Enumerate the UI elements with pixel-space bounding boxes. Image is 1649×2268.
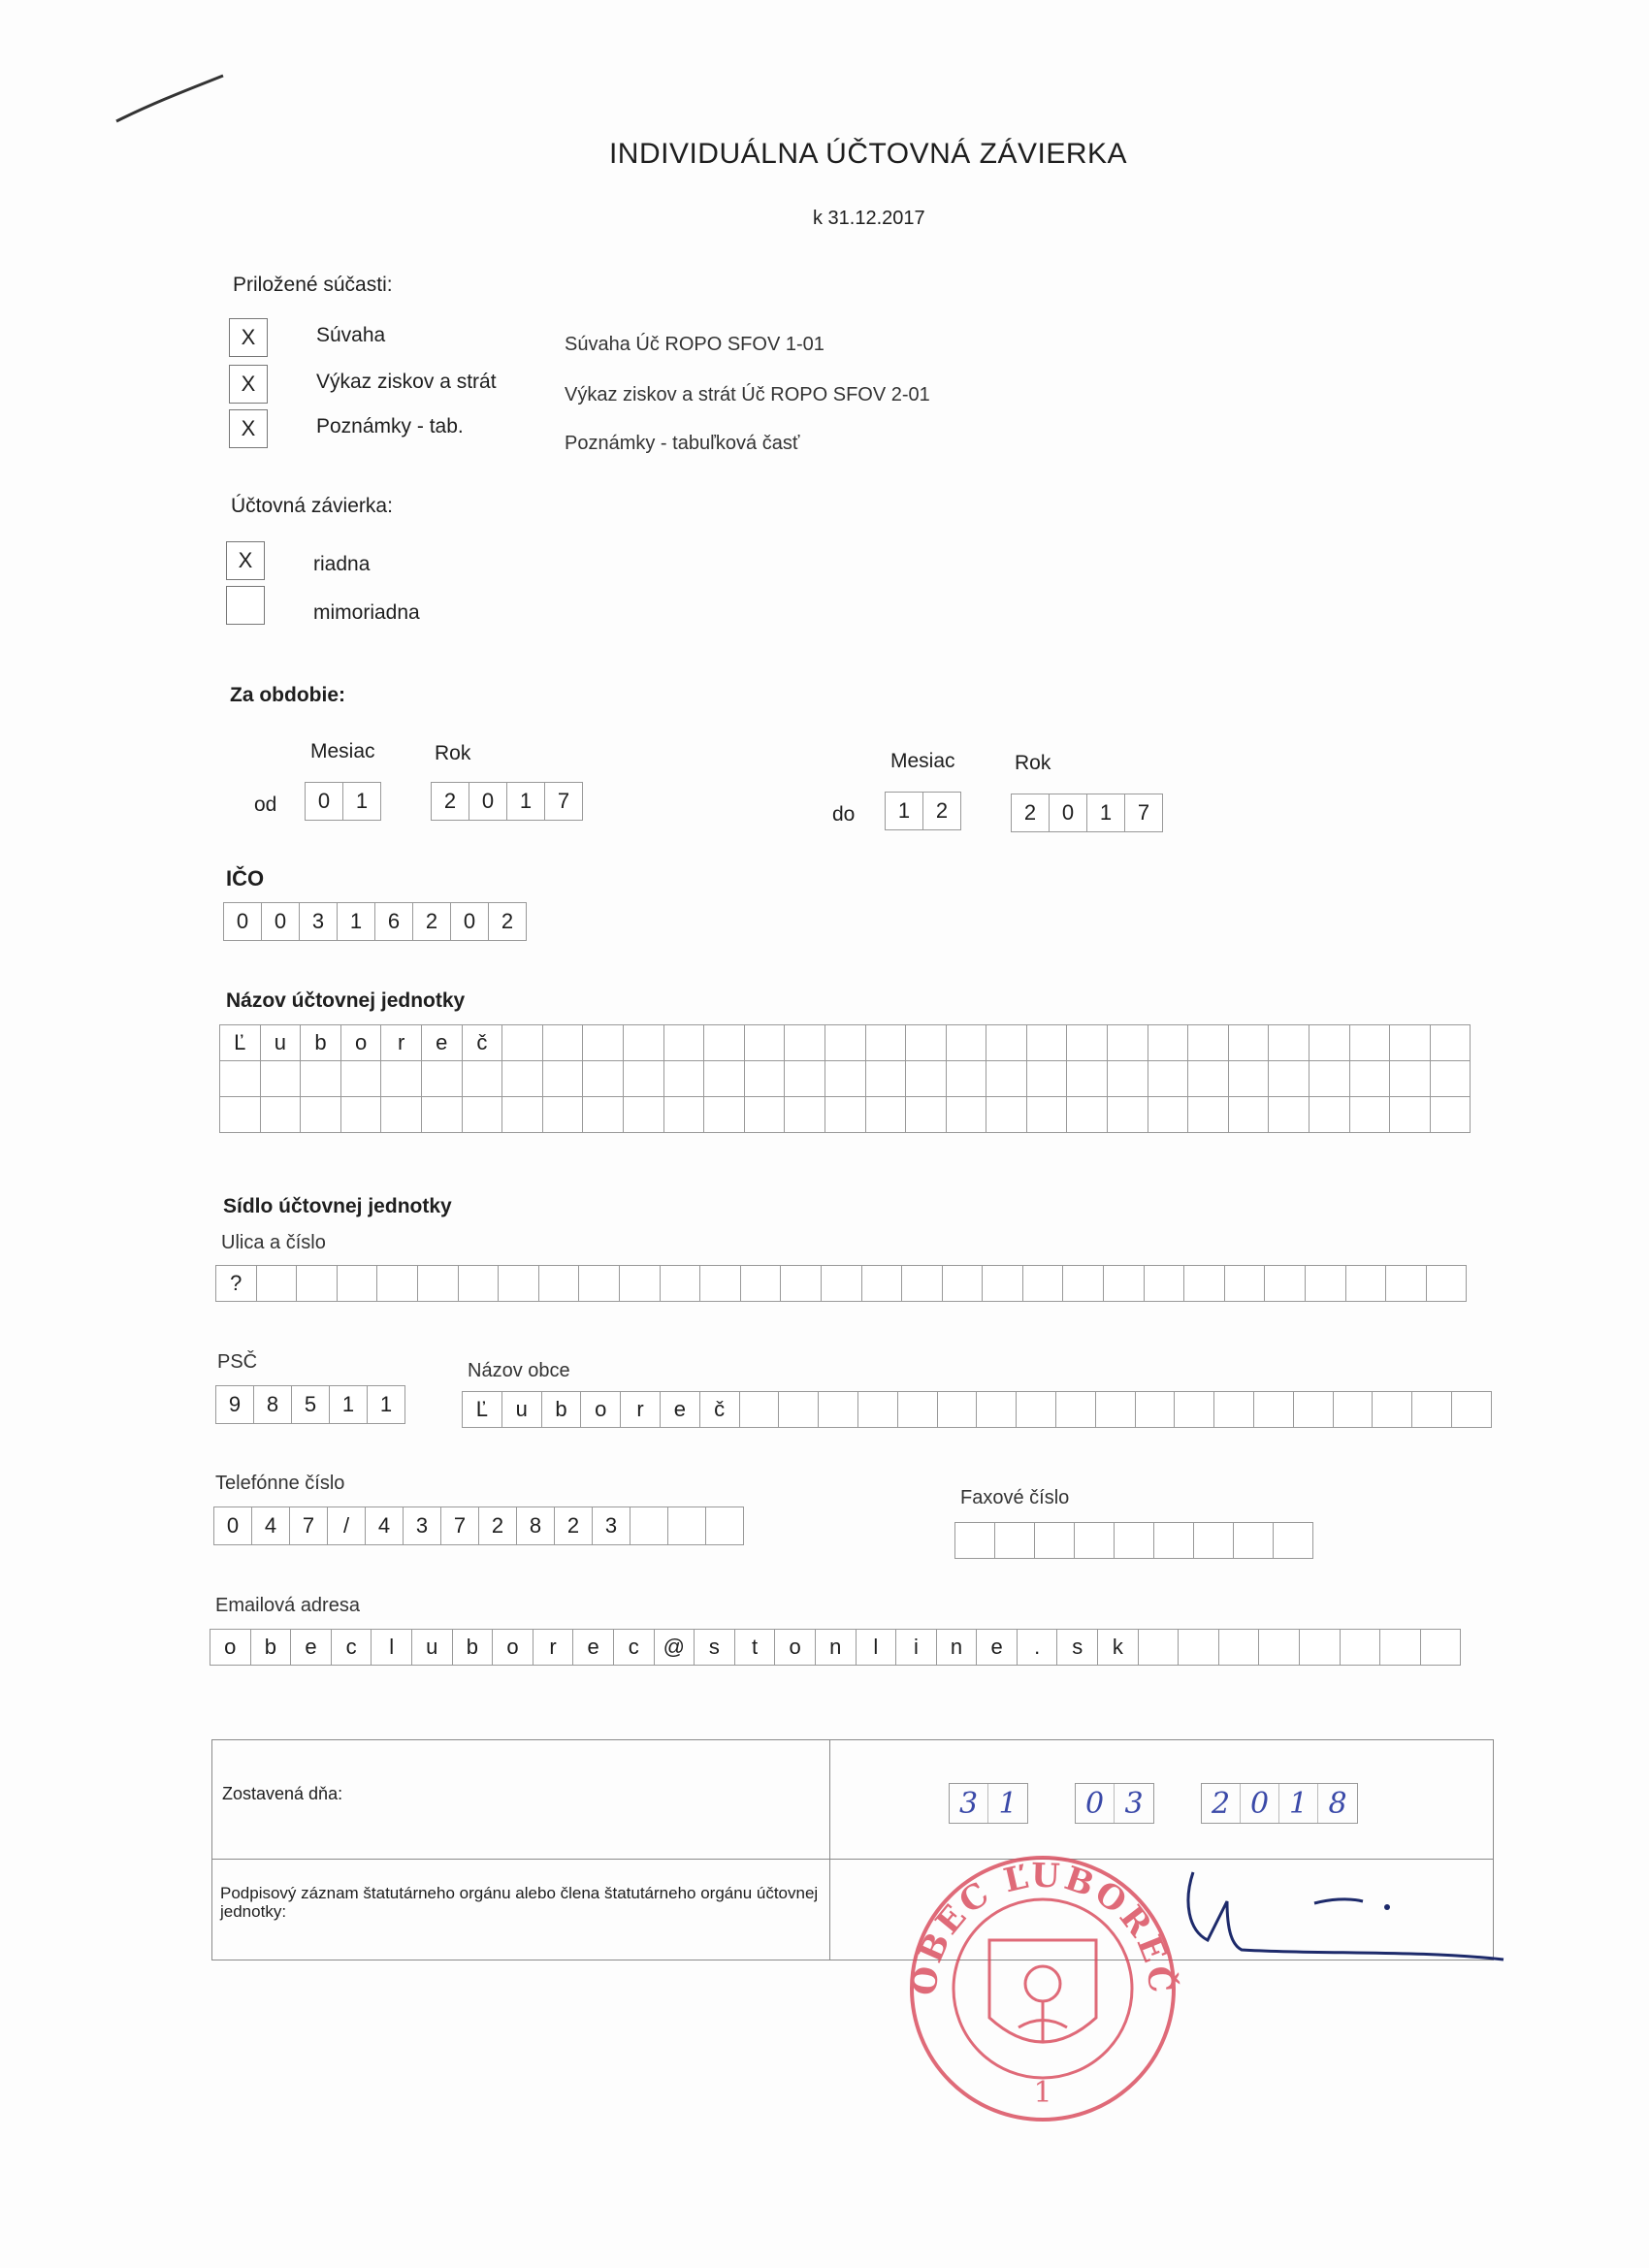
entity-name-field[interactable] <box>219 1025 1471 1133</box>
char-cell <box>1430 1024 1471 1061</box>
from-year-label: Rok <box>435 742 471 764</box>
char-cell: o <box>210 1629 251 1666</box>
grid-row <box>219 1061 1471 1097</box>
char-cell <box>462 1096 503 1133</box>
attachment-checkbox[interactable]: X <box>229 365 268 404</box>
char-cell <box>1426 1265 1468 1302</box>
char-cell <box>1389 1096 1431 1133</box>
char-cell <box>994 1522 1035 1559</box>
handwritten-digit: 1 <box>998 1786 1018 1821</box>
attachment-name: Poznámky - tab. <box>316 415 464 437</box>
svg-text:1: 1 <box>1033 2076 1052 2110</box>
grid-row <box>215 1266 1467 1302</box>
char-cell <box>582 1024 624 1061</box>
char-cell <box>744 1096 786 1133</box>
char-cell <box>501 1060 543 1097</box>
char-cell <box>946 1024 987 1061</box>
char-cell: ? <box>215 1265 257 1302</box>
char-cell <box>1135 1391 1176 1428</box>
char-cell <box>623 1060 664 1097</box>
char-cell <box>865 1060 907 1097</box>
to-month-field[interactable] <box>885 792 961 830</box>
char-cell <box>1299 1629 1341 1666</box>
email-label: Emailová adresa <box>215 1595 360 1616</box>
attachment-name: Výkaz ziskov a strát <box>316 371 497 393</box>
char-cell <box>1345 1265 1387 1302</box>
to-year-label: Rok <box>1015 752 1051 774</box>
char-cell <box>1183 1265 1225 1302</box>
char-cell <box>1095 1391 1136 1428</box>
char-cell <box>1103 1265 1145 1302</box>
compiled-day-field[interactable] <box>949 1783 1028 1824</box>
char-cell <box>905 1024 947 1061</box>
char-cell <box>1174 1391 1214 1428</box>
char-cell <box>260 1060 302 1097</box>
char-cell <box>857 1391 898 1428</box>
digit-cell: 1 <box>342 782 381 821</box>
attachment-checkbox[interactable]: X <box>229 318 268 357</box>
town-field[interactable] <box>462 1392 1492 1428</box>
digit-cell <box>705 1507 744 1545</box>
char-cell <box>986 1024 1027 1061</box>
pen-mark <box>107 68 233 126</box>
char-cell: l <box>856 1629 897 1666</box>
char-cell <box>1420 1629 1462 1666</box>
address-label: Sídlo účtovnej jednotky <box>223 1195 452 1217</box>
char-cell <box>501 1024 543 1061</box>
attachment-description: Súvaha Úč ROPO SFOV 1-01 <box>565 334 824 355</box>
handwritten-digit: 0 <box>1076 1784 1115 1823</box>
char-cell: u <box>501 1391 542 1428</box>
char-cell <box>498 1265 539 1302</box>
digit-cell <box>630 1507 668 1545</box>
digit-cell: 2 <box>478 1507 517 1545</box>
char-cell <box>1273 1522 1313 1559</box>
char-cell <box>663 1024 705 1061</box>
char-cell <box>663 1060 705 1097</box>
char-cell: o <box>340 1024 382 1061</box>
char-cell <box>1372 1391 1412 1428</box>
char-cell: k <box>1097 1629 1139 1666</box>
char-cell <box>380 1060 422 1097</box>
digit-cell: 4 <box>365 1507 404 1545</box>
fax-field[interactable] <box>954 1523 1313 1559</box>
char-cell <box>1411 1391 1452 1428</box>
digit-cell: / <box>327 1507 366 1545</box>
char-cell <box>623 1024 664 1061</box>
char-cell: o <box>580 1391 621 1428</box>
char-cell <box>780 1265 822 1302</box>
psc-label: PSČ <box>217 1351 258 1373</box>
char-cell: i <box>895 1629 937 1666</box>
char-cell <box>703 1024 745 1061</box>
digit-cell: 1 <box>337 902 375 941</box>
digit-cell: 0 <box>305 782 343 821</box>
digit-cell: 7 <box>1124 794 1163 832</box>
char-cell <box>1228 1060 1270 1097</box>
char-cell: c <box>331 1629 372 1666</box>
char-cell <box>824 1024 866 1061</box>
char-cell <box>1389 1060 1431 1097</box>
char-cell <box>219 1096 261 1133</box>
char-cell <box>824 1096 866 1133</box>
char-cell <box>1016 1391 1056 1428</box>
digit-cell: 1 <box>885 792 923 830</box>
digit-cell: 2 <box>554 1507 593 1545</box>
char-cell <box>1253 1391 1294 1428</box>
char-cell <box>986 1060 1027 1097</box>
char-cell <box>1224 1265 1266 1302</box>
digit-cell: 2 <box>412 902 451 941</box>
grid-row <box>210 1630 1461 1666</box>
char-cell <box>1293 1391 1334 1428</box>
char-cell: e <box>660 1391 700 1428</box>
compiled-year-field[interactable] <box>1201 1783 1358 1824</box>
char-cell <box>1349 1024 1391 1061</box>
email-field[interactable] <box>210 1630 1461 1666</box>
char-cell <box>703 1096 745 1133</box>
char-cell <box>1066 1024 1108 1061</box>
char-cell <box>1305 1265 1346 1302</box>
handwritten-digit: 8 <box>1328 1786 1347 1821</box>
char-cell <box>1228 1024 1270 1061</box>
char-cell <box>784 1060 825 1097</box>
char-cell <box>901 1265 943 1302</box>
char-cell <box>946 1060 987 1097</box>
phone-label: Telefónne číslo <box>215 1473 345 1494</box>
char-cell <box>861 1265 903 1302</box>
grid-row <box>219 1025 1471 1061</box>
street-field[interactable] <box>215 1266 1467 1302</box>
char-cell <box>1138 1629 1180 1666</box>
page-title: INDIVIDUÁLNA ÚČTOVNÁ ZÁVIERKA <box>608 138 1128 170</box>
char-cell <box>421 1096 463 1133</box>
char-cell <box>1268 1024 1310 1061</box>
char-cell <box>623 1096 664 1133</box>
closing-option-label: mimoriadna <box>313 601 420 624</box>
from-label: od <box>254 794 277 816</box>
char-cell <box>462 1060 503 1097</box>
char-cell: c <box>613 1629 655 1666</box>
char-cell <box>1074 1522 1115 1559</box>
char-cell: b <box>452 1629 494 1666</box>
period-label: Za obdobie: <box>230 684 345 706</box>
char-cell <box>256 1265 298 1302</box>
char-cell <box>865 1096 907 1133</box>
char-cell <box>337 1265 378 1302</box>
char-cell <box>1430 1060 1471 1097</box>
char-cell <box>905 1096 947 1133</box>
char-cell <box>1114 1522 1154 1559</box>
char-cell: u <box>260 1024 302 1061</box>
digit-cell: 1 <box>329 1385 368 1424</box>
char-cell <box>1430 1096 1471 1133</box>
closing-label: Účtovná závierka: <box>231 495 393 517</box>
char-cell <box>300 1060 341 1097</box>
char-cell <box>1178 1629 1219 1666</box>
char-cell <box>340 1060 382 1097</box>
to-year-field[interactable] <box>1011 794 1163 832</box>
digit-cell: 0 <box>223 902 262 941</box>
char-cell <box>1258 1629 1300 1666</box>
street-label: Ulica a číslo <box>221 1232 326 1253</box>
attachment-description: Poznámky - tabuľková časť <box>565 433 800 454</box>
digit-cell: 9 <box>215 1385 254 1424</box>
grid-row <box>219 1097 1471 1133</box>
char-cell <box>1148 1024 1189 1061</box>
char-cell: č <box>699 1391 740 1428</box>
char-cell <box>1148 1096 1189 1133</box>
char-cell <box>778 1391 819 1428</box>
char-cell <box>1268 1060 1310 1097</box>
digit-cell: 0 <box>261 902 300 941</box>
digit-cell: 2 <box>431 782 469 821</box>
char-cell <box>538 1265 580 1302</box>
from-month-label: Mesiac <box>310 740 375 762</box>
digit-cell: 0 <box>450 902 489 941</box>
char-cell <box>1153 1522 1194 1559</box>
char-cell <box>619 1265 661 1302</box>
handwritten-digit: 1 <box>1279 1784 1318 1823</box>
statutory-label: Podpisový záznam štatutárneho orgánu alebo člena štatutárneho orgánu účtovnej jednotky: <box>220 1884 819 1921</box>
char-cell <box>663 1096 705 1133</box>
char-cell: Ľ <box>219 1024 261 1061</box>
ico-label: IČO <box>226 866 265 891</box>
char-cell <box>1193 1522 1234 1559</box>
char-cell: r <box>380 1024 422 1061</box>
digit-cell: 2 <box>922 792 961 830</box>
char-cell <box>1055 1391 1096 1428</box>
char-cell <box>300 1096 341 1133</box>
char-cell <box>260 1096 302 1133</box>
char-cell <box>1213 1391 1254 1428</box>
char-cell <box>1228 1096 1270 1133</box>
char-cell <box>1026 1024 1068 1061</box>
handwritten-signature <box>1183 1863 1513 1979</box>
char-cell <box>1385 1265 1427 1302</box>
char-cell <box>937 1391 978 1428</box>
char-cell <box>982 1265 1023 1302</box>
from-year-field[interactable] <box>431 782 583 821</box>
char-cell: s <box>694 1629 735 1666</box>
to-label: do <box>832 803 856 826</box>
digit-cell: 0 <box>213 1507 252 1545</box>
digit-cell: 8 <box>516 1507 555 1545</box>
char-cell: o <box>774 1629 816 1666</box>
digit-cell: 6 <box>374 902 413 941</box>
char-cell: e <box>290 1629 332 1666</box>
char-cell <box>542 1060 584 1097</box>
ico-field[interactable] <box>223 902 527 941</box>
char-cell: Ľ <box>462 1391 502 1428</box>
fax-label: Faxové číslo <box>960 1487 1070 1508</box>
closing-checkbox[interactable]: X <box>226 541 265 580</box>
char-cell <box>296 1265 338 1302</box>
digit-cell: 7 <box>289 1507 328 1545</box>
char-cell <box>1034 1522 1075 1559</box>
char-cell <box>821 1265 862 1302</box>
char-cell <box>1389 1024 1431 1061</box>
char-cell <box>1349 1096 1391 1133</box>
char-cell <box>582 1096 624 1133</box>
char-cell: e <box>572 1629 614 1666</box>
char-cell <box>1187 1096 1229 1133</box>
char-cell: e <box>421 1024 463 1061</box>
char-cell: l <box>371 1629 412 1666</box>
char-cell <box>340 1096 382 1133</box>
psc-field[interactable] <box>215 1385 405 1424</box>
char-cell <box>699 1265 741 1302</box>
char-cell <box>744 1024 786 1061</box>
char-cell: t <box>734 1629 776 1666</box>
digit-cell: 2 <box>1011 794 1050 832</box>
char-cell <box>1187 1024 1229 1061</box>
char-cell <box>954 1522 995 1559</box>
handwritten-digit: 3 <box>1124 1786 1144 1821</box>
char-cell <box>1066 1096 1108 1133</box>
digit-cell: 7 <box>440 1507 479 1545</box>
closing-option-label: riadna <box>313 553 371 575</box>
char-cell <box>976 1391 1017 1428</box>
digit-cell: 8 <box>253 1385 292 1424</box>
digit-cell: 1 <box>506 782 545 821</box>
grid-row <box>462 1392 1492 1428</box>
town-label: Názov obce <box>468 1360 570 1381</box>
char-cell <box>897 1391 938 1428</box>
closing-checkbox[interactable] <box>226 586 265 625</box>
char-cell <box>1333 1391 1374 1428</box>
char-cell <box>1062 1265 1104 1302</box>
char-cell <box>1309 1096 1350 1133</box>
char-cell: s <box>1056 1629 1098 1666</box>
char-cell: @ <box>654 1629 695 1666</box>
char-cell <box>1107 1024 1148 1061</box>
attachment-checkbox[interactable]: X <box>229 409 268 448</box>
char-cell <box>1107 1096 1148 1133</box>
compiled-label: Zostavená dňa: <box>222 1784 343 1803</box>
char-cell <box>578 1265 620 1302</box>
char-cell: č <box>462 1024 503 1061</box>
from-month-field[interactable] <box>305 782 381 821</box>
char-cell <box>376 1265 418 1302</box>
digit-cell: 1 <box>1086 794 1125 832</box>
char-cell <box>542 1024 584 1061</box>
digit-cell: 2 <box>488 902 527 941</box>
compiled-month-field[interactable] <box>1075 1783 1154 1824</box>
digit-cell: 7 <box>544 782 583 821</box>
entity-name-label: Názov účtovnej jednotky <box>226 989 466 1012</box>
char-cell <box>986 1096 1027 1133</box>
char-cell <box>1022 1265 1064 1302</box>
digit-cell: 3 <box>403 1507 441 1545</box>
char-cell: r <box>620 1391 661 1428</box>
grid-row <box>954 1523 1313 1559</box>
char-cell <box>501 1096 543 1133</box>
char-cell <box>1148 1060 1189 1097</box>
char-cell <box>582 1060 624 1097</box>
handwritten-digit: 3 <box>950 1784 988 1823</box>
char-cell <box>1187 1060 1229 1097</box>
char-cell <box>1349 1060 1391 1097</box>
char-cell: e <box>976 1629 1018 1666</box>
char-cell: o <box>492 1629 534 1666</box>
char-cell <box>739 1391 780 1428</box>
char-cell <box>1264 1265 1306 1302</box>
phone-field[interactable] <box>213 1507 744 1545</box>
char-cell <box>824 1060 866 1097</box>
char-cell: n <box>936 1629 978 1666</box>
char-cell: b <box>250 1629 292 1666</box>
char-cell <box>1218 1629 1260 1666</box>
char-cell <box>740 1265 782 1302</box>
char-cell: b <box>300 1024 341 1061</box>
attachment-name: Súvaha <box>316 324 386 346</box>
char-cell <box>1309 1024 1350 1061</box>
digit-cell: 3 <box>299 902 338 941</box>
char-cell: n <box>815 1629 857 1666</box>
char-cell <box>1026 1096 1068 1133</box>
digit-cell <box>667 1507 706 1545</box>
char-cell <box>421 1060 463 1097</box>
char-cell <box>905 1060 947 1097</box>
char-cell <box>744 1060 786 1097</box>
char-cell <box>784 1096 825 1133</box>
char-cell <box>1066 1060 1108 1097</box>
char-cell <box>942 1265 984 1302</box>
handwritten-digit: 2 <box>1202 1784 1241 1823</box>
char-cell <box>703 1060 745 1097</box>
handwritten-digit: 0 <box>1241 1784 1279 1823</box>
char-cell <box>1144 1265 1185 1302</box>
date-line: k 31.12.2017 <box>813 208 925 229</box>
char-cell <box>660 1265 701 1302</box>
municipal-stamp <box>902 1848 1183 2129</box>
digit-cell: 3 <box>592 1507 630 1545</box>
char-cell <box>417 1265 459 1302</box>
char-cell: r <box>533 1629 574 1666</box>
to-month-label: Mesiac <box>890 750 955 772</box>
digit-cell: 0 <box>1049 794 1087 832</box>
digit-cell: 5 <box>291 1385 330 1424</box>
char-cell: b <box>541 1391 582 1428</box>
char-cell <box>1107 1060 1148 1097</box>
char-cell <box>1379 1629 1421 1666</box>
digit-cell: 0 <box>469 782 507 821</box>
digit-cell: 1 <box>367 1385 405 1424</box>
attachment-description: Výkaz ziskov a strát Úč ROPO SFOV 2-01 <box>565 384 930 405</box>
digit-cell: 4 <box>251 1507 290 1545</box>
char-cell <box>946 1096 987 1133</box>
char-cell <box>784 1024 825 1061</box>
char-cell <box>818 1391 858 1428</box>
char-cell <box>542 1096 584 1133</box>
char-cell <box>1451 1391 1492 1428</box>
char-cell <box>1268 1096 1310 1133</box>
char-cell <box>458 1265 500 1302</box>
char-cell <box>1340 1629 1381 1666</box>
char-cell <box>219 1060 261 1097</box>
char-cell <box>1026 1060 1068 1097</box>
char-cell <box>1233 1522 1274 1559</box>
char-cell <box>1309 1060 1350 1097</box>
char-cell <box>380 1096 422 1133</box>
char-cell: u <box>411 1629 453 1666</box>
char-cell <box>865 1024 907 1061</box>
attachments-label: Priložené súčasti: <box>233 274 393 296</box>
char-cell: . <box>1017 1629 1058 1666</box>
svg-text:OBEC ĽUBOREČ: OBEC ĽUBOREČ <box>905 1856 1180 1998</box>
